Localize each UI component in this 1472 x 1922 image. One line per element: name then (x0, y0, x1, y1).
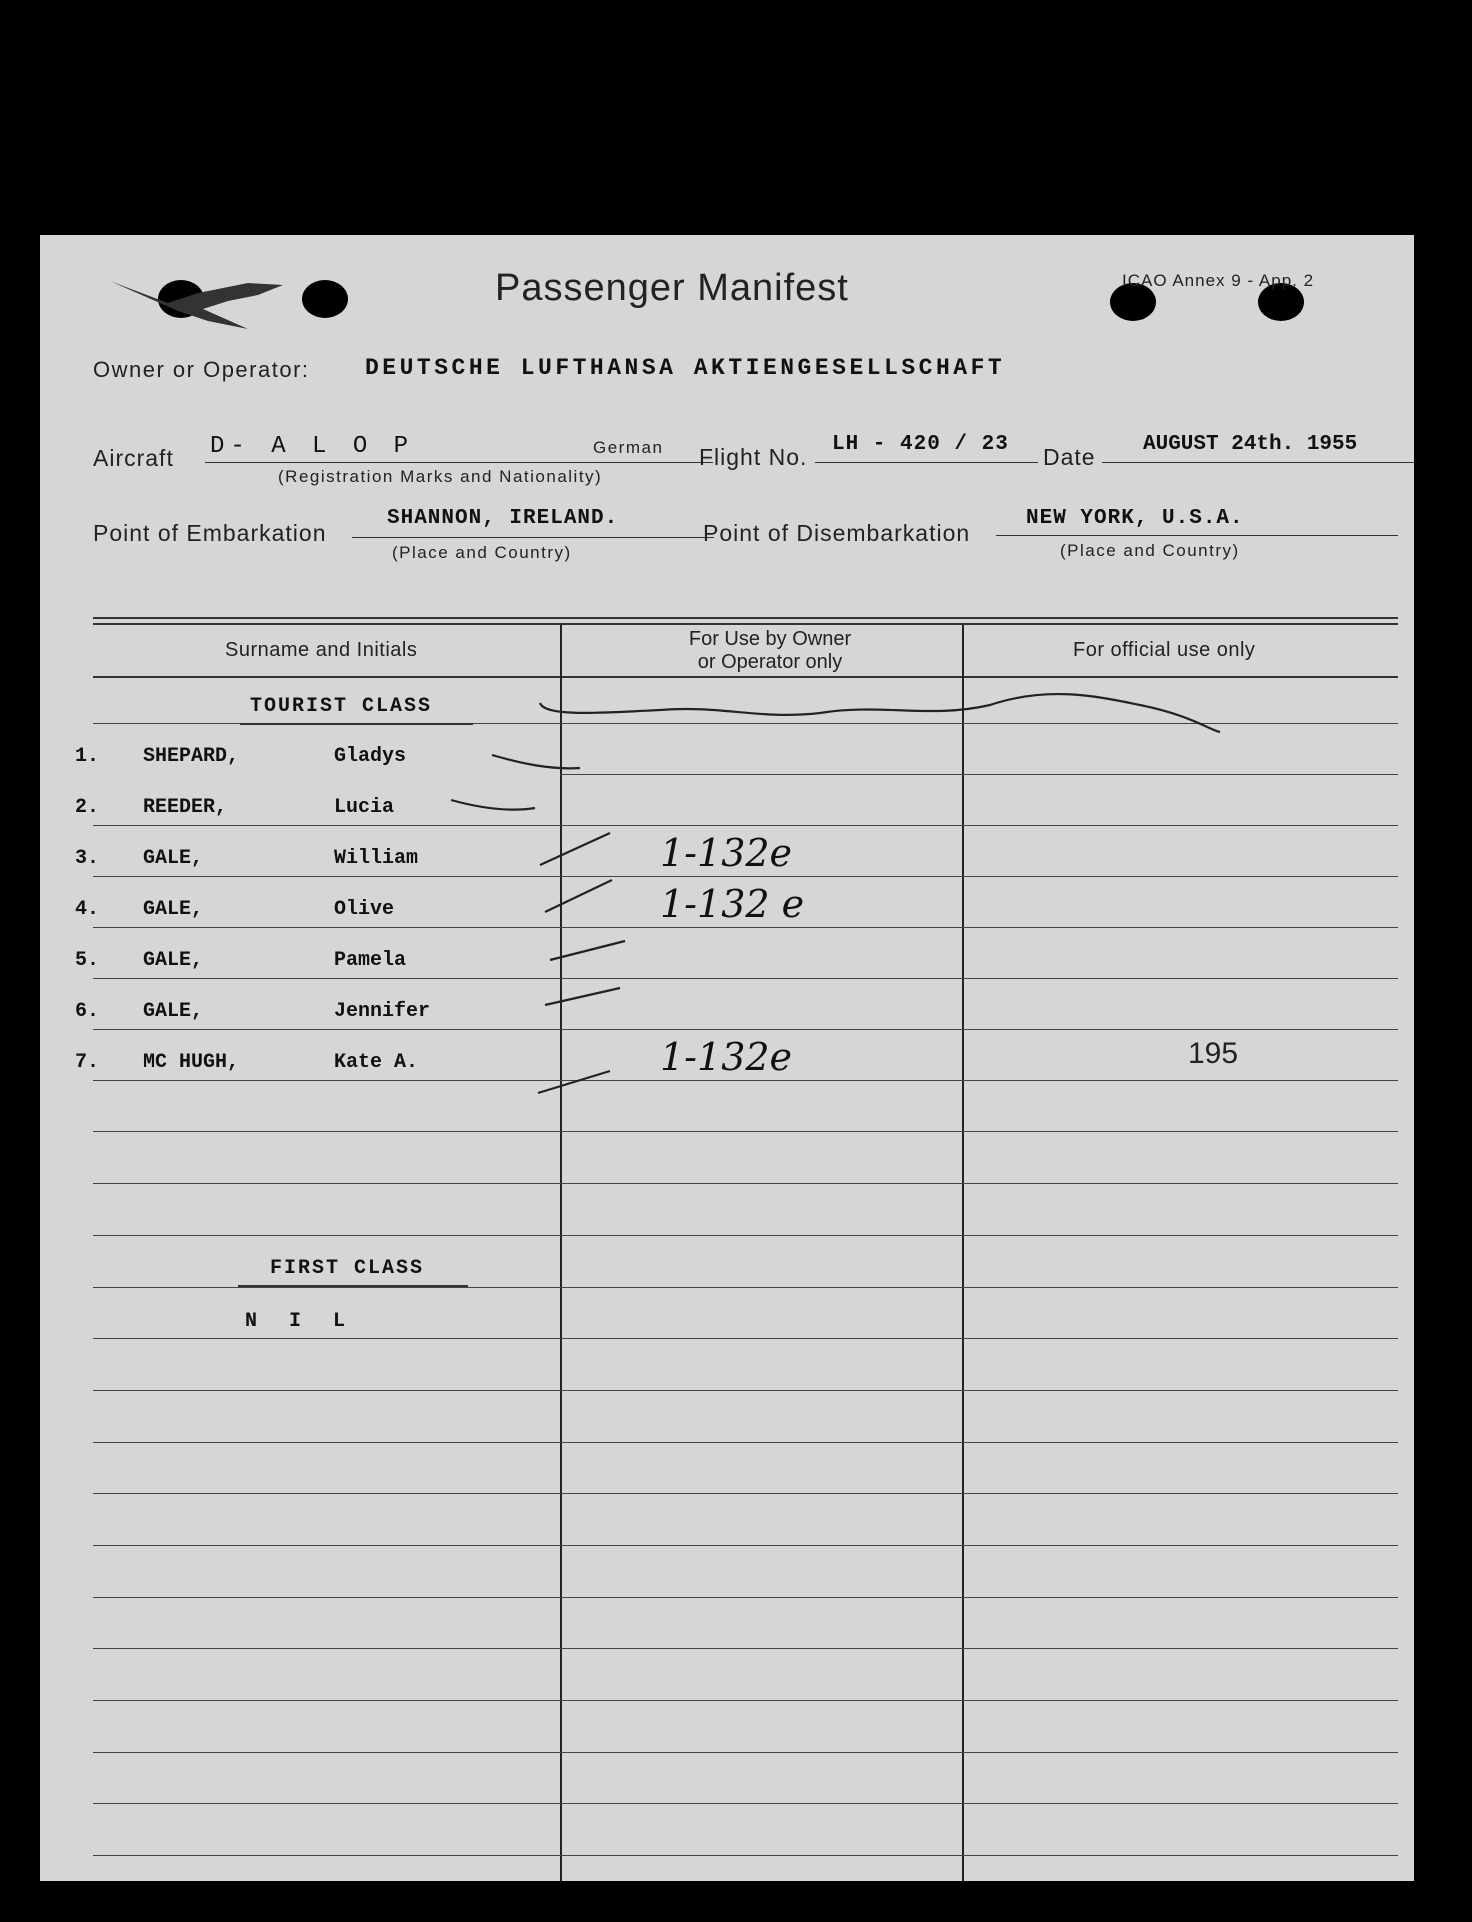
embarkation-value: SHANNON, IRELAND. (387, 507, 619, 530)
col-header-official: For official use only (1073, 639, 1256, 661)
date-label: Date (1043, 444, 1096, 470)
official-use-value: 195 (1188, 1037, 1239, 1070)
passenger-surname: GALE, (143, 1000, 204, 1023)
flight-value: LH - 420 / 23 (832, 433, 1009, 456)
handwritten-marks (40, 235, 1414, 1881)
owner-use-note: 1-132e (660, 831, 793, 875)
col-header-owner-use-line2: or Operator only (697, 651, 843, 673)
owner-value: DEUTSCHE LUFTHANSA AKTIENGESELLSCHAFT (365, 355, 1006, 381)
passenger-first-name: Gladys (334, 745, 407, 768)
aircraft-nationality: German (593, 438, 664, 457)
disembarkation-sublabel: (Place and Country) (1060, 541, 1240, 560)
disembarkation-label: Point of Disembarkation (703, 520, 971, 546)
passenger-number: 6. (75, 1000, 100, 1023)
owner-use-note: 1-132e (660, 1035, 793, 1079)
annex-reference: ICAO Annex 9 - App. 2 (1122, 271, 1315, 290)
embarkation-label: Point of Embarkation (93, 520, 327, 546)
embarkation-sublabel: (Place and Country) (392, 543, 572, 562)
flight-label: Flight No. (699, 444, 808, 470)
aircraft-registration: D- A L O P (210, 433, 415, 460)
col-header-owner-use-line1: For Use by Owner (688, 628, 852, 650)
passenger-first-name: Kate A. (334, 1051, 419, 1074)
passenger-number: 1. (75, 745, 100, 768)
passenger-surname: SHEPARD, (143, 745, 240, 768)
passenger-surname: GALE, (143, 847, 204, 870)
passenger-first-name: Pamela (334, 949, 407, 972)
passenger-surname: REEDER, (143, 796, 228, 819)
aircraft-sublabel: (Registration Marks and Nationality) (278, 467, 603, 486)
passenger-surname: MC HUGH, (143, 1051, 240, 1074)
owner-label: Owner or Operator: (93, 357, 310, 382)
passenger-number: 2. (75, 796, 100, 819)
first-class-heading: FIRST CLASS (270, 1257, 425, 1280)
date-value: AUGUST 24th. 1955 (1143, 433, 1358, 456)
passenger-number: 4. (75, 898, 100, 921)
passenger-first-name: Jennifer (334, 1000, 431, 1023)
disembarkation-value: NEW YORK, U.S.A. (1026, 507, 1244, 530)
manifest-page (40, 235, 1414, 1881)
passenger-surname: GALE, (143, 898, 204, 921)
passenger-number: 7. (75, 1051, 100, 1074)
first-class-value: N I L (245, 1310, 356, 1333)
owner-use-note: 1-132 e (660, 882, 805, 926)
passenger-number: 3. (75, 847, 100, 870)
passenger-surname: GALE, (143, 949, 204, 972)
passenger-first-name: Lucia (334, 796, 395, 819)
passenger-number: 5. (75, 949, 100, 972)
col-header-surname: Surname and Initials (225, 639, 418, 661)
tourist-class-heading: TOURIST CLASS (250, 695, 433, 718)
page-title: Passenger Manifest (495, 267, 849, 309)
aircraft-label: Aircraft (93, 445, 174, 471)
passenger-first-name: Olive (334, 898, 395, 921)
passenger-first-name: William (334, 847, 419, 870)
